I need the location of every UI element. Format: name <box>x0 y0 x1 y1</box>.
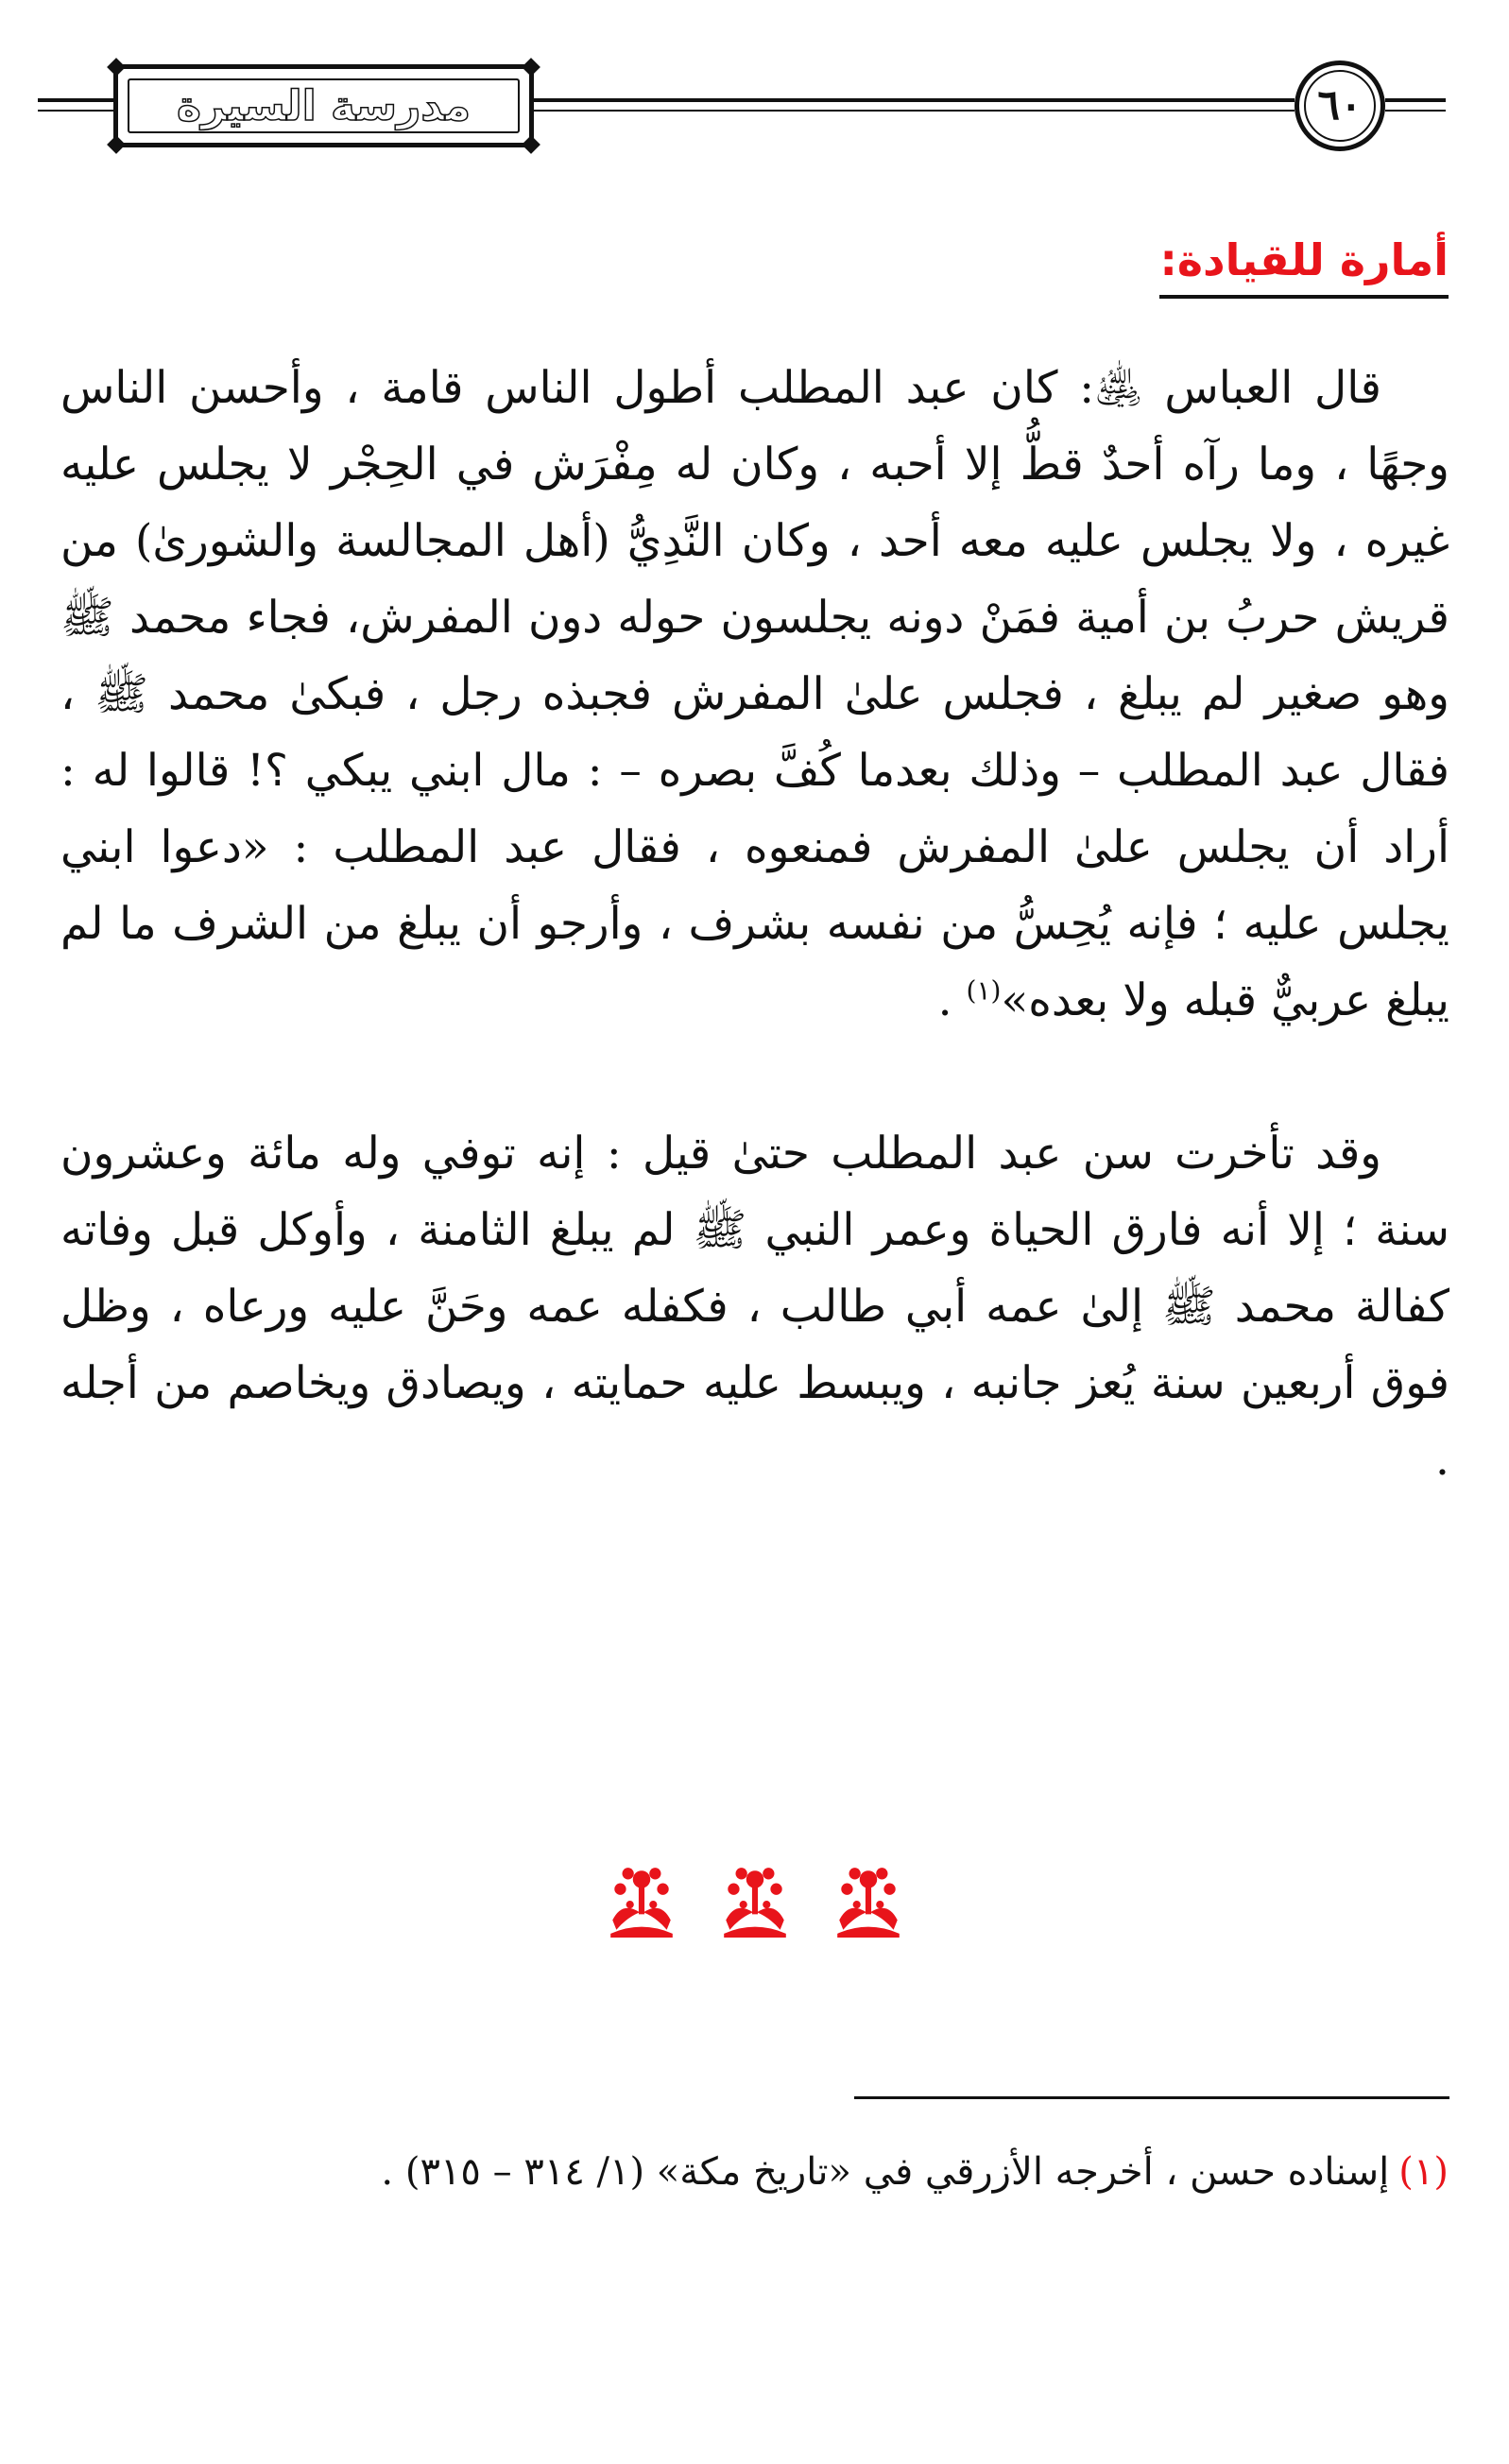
header-rule-middle-thin <box>534 110 1295 112</box>
header-rule-right-thin <box>1385 110 1446 112</box>
section-heading: أمارة للقيادة: <box>1159 234 1449 299</box>
header-rule-left <box>38 98 113 102</box>
footnote-text: إسناده حسن ، أخرجه الأزرقي في «تاريخ مكة» (١/ ٣١٤ – ٣١٥) . <box>381 2150 1390 2194</box>
footnote <box>60 2144 1449 2200</box>
frame-corner-icon <box>107 135 126 154</box>
frame-corner-icon <box>107 58 126 77</box>
header-rule-middle <box>534 98 1295 102</box>
book-title-frame <box>113 64 534 147</box>
paragraph-1 <box>60 350 1449 1039</box>
header-rule-left-thin <box>38 110 113 112</box>
paragraph-2-text: وقد تأخرت سن عبد المطلب حتىٰ قيل : إنه توفي وله مائة وعشرون سنة ؛ إلا أنه فارق الحياة وعمر النبي ﷺ لم يبلغ الثامنة ، وأوكل قبل وفاته كفالة محمد ﷺ إلىٰ عمه أبي طالب ، فكفله عمه وحَنَّ عليه ورعاه ، وظل فوق أربعين سنة يُعز جانبه ، ويبسط عليه حمايته ، ويصادق ويخاصم من أجله . <box>60 1128 1449 1486</box>
paragraph-2 <box>60 1115 1449 1498</box>
frame-corner-icon <box>522 135 540 154</box>
footnote-reference[interactable]: (١) <box>966 974 1002 1007</box>
footnote-number: (١) <box>1398 2150 1449 2194</box>
footnote-divider <box>854 2096 1449 2099</box>
header-rule-right <box>1385 98 1446 102</box>
frame-corner-icon <box>522 58 540 77</box>
page-number-badge <box>1295 60 1385 151</box>
book-title-inner <box>128 78 520 133</box>
paragraph-1-text: قال العباس ﵁: كان عبد المطلب أطول الناس قامة ، وأحسن الناس وجهًا ، وما رآه أحدٌ قطُّ إلا أحبه ، وكان له مِفْرَش في الحِجْر لا يجلس عليه غيره ، ولا يجلس عليه معه أحد ، وكان النَّدِيُّ (أهل المجالسة والشورىٰ) من قريش حربُ بن أمية فمَنْ دونه يجلسون حوله دون المفرش، فجاء محمد ﷺ وهو صغير لم يبلغ ، فجلس علىٰ المفرش فجبذه رجل ، فبكىٰ محمد ﷺ ، فقال عبد المطلب – وذلك بعدما كُفَّ بصره – : مال ابني يبكي ؟! قالوا له : أراد أن يجلس علىٰ المفرش فمنعوه ، فقال عبد المطلب : «دعوا ابني يجلس عليه ؛ فإنه يُحِسُّ من نفسه بشرف ، وأرجو أن يبلغ من الشرف ما لم يبلغ عربيٌّ قبله ولا بعده» <box>60 362 1449 1026</box>
floral-ornament-icon <box>830 1862 907 1939</box>
page-header <box>38 57 1446 161</box>
section-separator <box>0 1862 1509 1939</box>
page-number: ٦٠ <box>1317 81 1363 129</box>
paragraph-1-end: . <box>937 974 952 1026</box>
book-title: مدرسة السيرة <box>177 81 471 130</box>
paragraph-1-container <box>60 350 1449 1039</box>
paragraph-2-container <box>60 1115 1449 1498</box>
floral-ornament-icon <box>716 1862 794 1939</box>
floral-ornament-icon <box>603 1862 680 1939</box>
